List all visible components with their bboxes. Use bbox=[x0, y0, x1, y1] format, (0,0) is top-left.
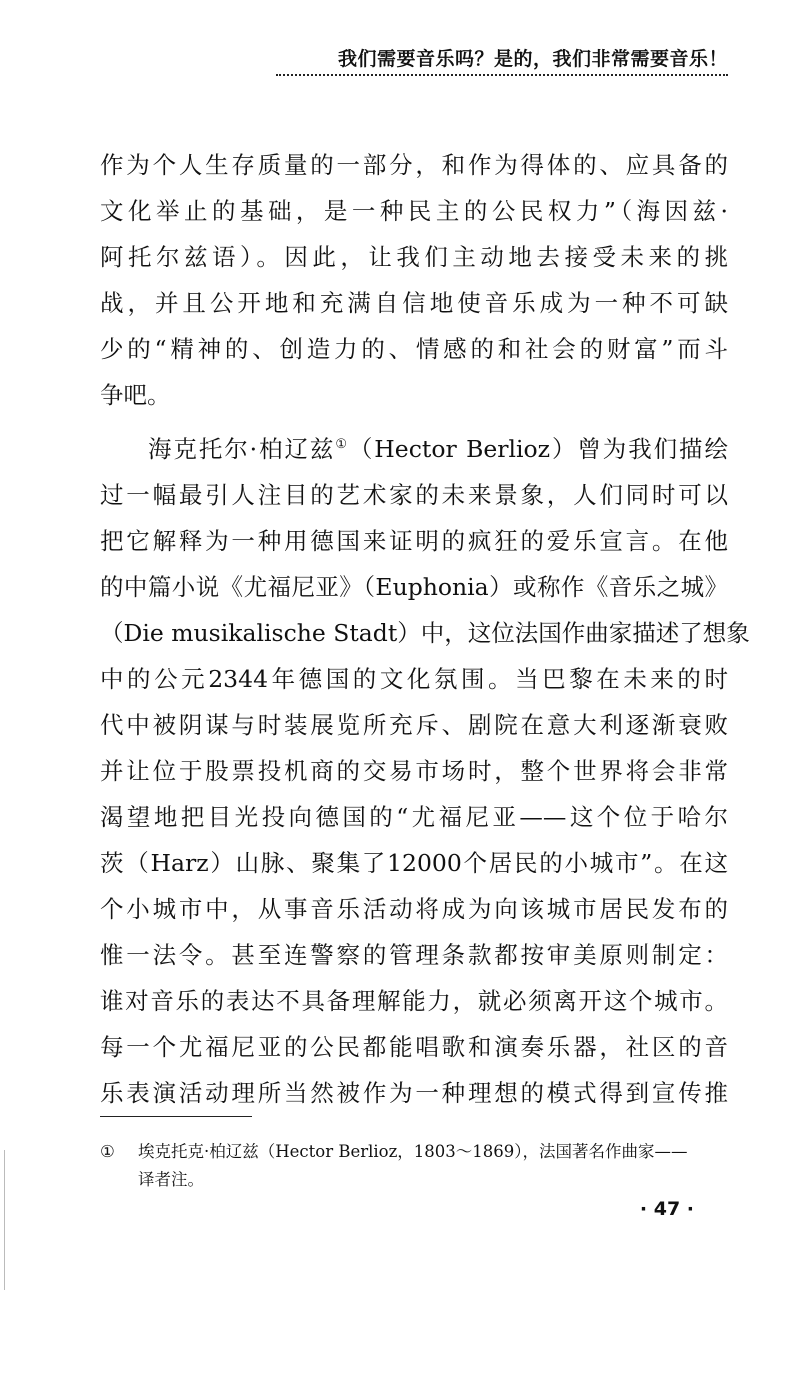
footnote-rule bbox=[100, 1116, 252, 1117]
text-line: 战，并且公开地和充满自信地使音乐成为一种不可缺 bbox=[100, 289, 728, 317]
text-line: 作为个人生存质量的一部分，和作为得体的、应具备的 bbox=[100, 151, 728, 179]
text-line: 渴望地把目光投向德国的“尤福尼亚——这个位于哈尔 bbox=[100, 803, 728, 831]
text-line: 把它解释为一种用德国来证明的疯狂的爱乐宣言。在他 bbox=[100, 527, 728, 555]
page-number: · 47 · bbox=[639, 1198, 694, 1220]
text-line bbox=[100, 426, 728, 472]
text-line: 中的公元2344年德国的文化氛围。当巴黎在未来的时 bbox=[100, 665, 728, 693]
paragraph-gap bbox=[100, 418, 728, 426]
text-line: 少的“精神的、创造力的、情感的和社会的财富”而斗 bbox=[100, 335, 728, 363]
footnote bbox=[100, 1138, 728, 1194]
body-text bbox=[100, 142, 750, 1116]
text-line: 的中篇小说《尤福尼亚》（Euphonia）或称作《音乐之城》 bbox=[100, 573, 728, 601]
text-segment: 海克托尔·柏辽兹 bbox=[148, 435, 336, 463]
text-line: 阿托尔兹语）。因此，让我们主动地去接受未来的挑 bbox=[100, 243, 728, 271]
footnote-row bbox=[100, 1166, 728, 1194]
paragraph-2 bbox=[100, 426, 750, 1116]
scan-edge-mark bbox=[4, 1150, 5, 1290]
footnote-number-spacer bbox=[100, 1166, 138, 1194]
paragraph-1 bbox=[100, 142, 728, 418]
text-segment: （Hector Berlioz）曾为我们描绘 bbox=[348, 435, 728, 463]
text-line: 谁对音乐的表达不具备理解能力，就必须离开这个城市。 bbox=[100, 987, 728, 1015]
text-line: 文化举止的基础，是一种民主的公民权力”（海因兹· bbox=[100, 197, 728, 225]
text-line: 并让位于股票投机商的交易市场时，整个世界将会非常 bbox=[100, 757, 728, 785]
footnote-row bbox=[100, 1138, 728, 1166]
text-line: 过一幅最引人注目的艺术家的未来景象，人们同时可以 bbox=[100, 481, 728, 509]
text-line: 个小城市中，从事音乐活动将成为向该城市居民发布的 bbox=[100, 895, 728, 923]
text-line: 乐表演活动理所当然被作为一种理想的模式得到宣传推 bbox=[100, 1079, 728, 1107]
footnote-text: 译者注。 bbox=[138, 1170, 204, 1189]
text-line: 茨（Harz）山脉、聚集了12000个居民的小城市”。在这 bbox=[100, 849, 728, 877]
text-line: 惟一法令。甚至连警察的管理条款都按审美原则制定： bbox=[100, 941, 728, 969]
header-dotted-rule bbox=[276, 74, 728, 76]
text-line: 争吧。 bbox=[100, 381, 171, 409]
text-line: （Die musikalische Stadt）中，这位法国作曲家描述了想象 bbox=[100, 619, 750, 647]
footnote-number: ① bbox=[100, 1142, 115, 1161]
text-line: 每一个尤福尼亚的公民都能唱歌和演奏乐器，社区的音 bbox=[100, 1033, 728, 1061]
running-header: 我们需要音乐吗？是的，我们非常需要音乐！ bbox=[337, 48, 728, 70]
footnote-text: 埃克托克·柏辽兹（Hector Berlioz，1803～1869），法国著名作曲家—— bbox=[138, 1142, 688, 1161]
text-line: 代中被阴谋与时装展览所充斥、剧院在意大利逐渐衰败 bbox=[100, 711, 728, 739]
footnote-marker[interactable]: ① bbox=[335, 437, 349, 452]
